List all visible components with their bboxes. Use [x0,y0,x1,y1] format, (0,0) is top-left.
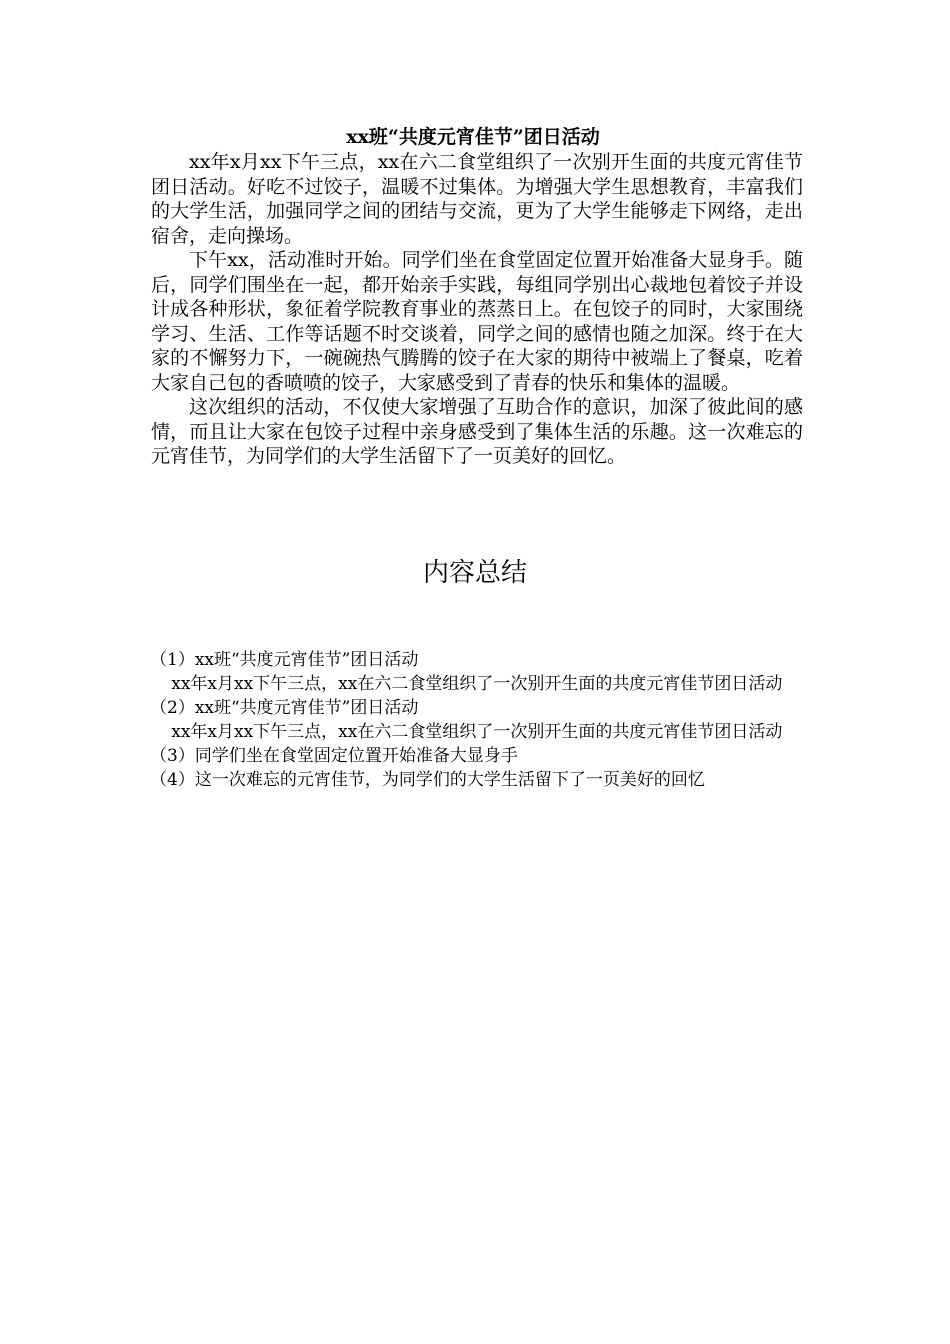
body-paragraph: xx年x月xx下午三点，xx在六二食堂组织了一次别开生面的共度元宵佳节团日活动。好吃不过饺子，温暖不过集体。为增强大学生思想教育，丰富我们的大学生活，加强同学之间的团结与交流，更为了大学生能够走下网络，走出宿舍，走向操场。 [151,151,803,247]
summary-item: （2）xx班“共度元宵佳节”团日活动 [150,698,419,718]
body-paragraph: 下午xx，活动准时开始。同学们坐在食堂固定位置开始准备大显身手。随后，同学们围坐在一起，都开始亲手实践，每组同学别出心裁地包着饺子并设计成各种形状，象征着学院教育事业的蒸蒸日上。在包饺子的同时，大家围绕学习、生活、工作等话题不时交谈着，同学之间的感情也随之加深。终于在大家的不懈努力下，一碗碗热气腾腾的饺子在大家的期待中被端上了餐桌，吃着大家自己包的香喷喷的饺子，大家感受到了青春的快乐和集体的温暖。 [151,249,803,394]
summary-item: （3）同学们坐在食堂固定位置开始准备大显身手 [150,746,518,766]
summary-item: （1）xx班“共度元宵佳节”团日活动 [150,650,419,670]
summary-list [150,648,795,792]
document-body [151,150,803,469]
document-title: xx班“共度元宵佳节”团日活动 [346,126,600,148]
body-paragraph: 这次组织的活动，不仅使大家增强了互助合作的意识，加深了彼此间的感情，而且让大家在包饺子过程中亲身感受到了集体生活的乐趣。这一次难忘的元宵佳节，为同学们的大学生活留下了一页美好的回忆。 [151,396,803,467]
summary-item: （4）这一次难忘的元宵佳节，为同学们的大学生活留下了一页美好的回忆 [150,770,705,790]
summary-heading: 内容总结 [422,558,527,588]
summary-item-detail: xx年x月xx下午三点，xx在六二食堂组织了一次别开生面的共度元宵佳节团日活动 [171,722,783,742]
summary-item-detail: xx年x月xx下午三点，xx在六二食堂组织了一次别开生面的共度元宵佳节团日活动 [171,674,783,694]
